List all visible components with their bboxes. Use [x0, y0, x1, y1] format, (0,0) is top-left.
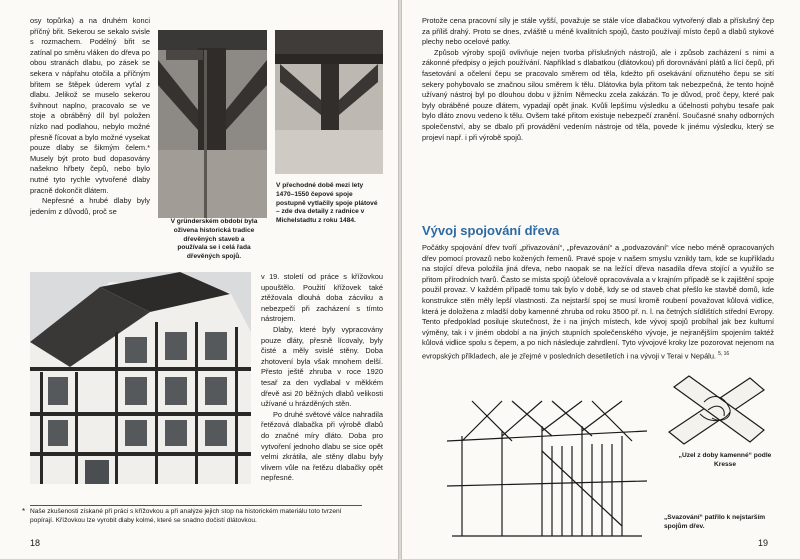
left-page	[0, 0, 398, 559]
illustration-rope-knot	[664, 372, 772, 450]
right-page	[402, 0, 800, 559]
photo-half-timbered-house	[30, 272, 251, 484]
footnote: Naše zkušenosti získané při práci s křížovkou a při analýze jejich stop na historickém materiálu toto tvrzení popírají. Křížovkou lze vyrobit dlaby kolmé, které se snadno dočistí dlátovkou.	[30, 505, 362, 525]
photo-timber-detail	[275, 30, 383, 174]
column-paragraph-2: Nepřesné a hrubé dlaby byly jedením z důvodů, proč se	[30, 196, 150, 216]
right-top-text	[422, 16, 774, 143]
right-paragraph-1: Protože cena pracovní síly je stále vyšší, považuje se stále více dlabačkou vytvořený dlab a příslušný čep za příliš drahý. Proto se dnes, zvláště u méně kvalitních spojů, často používají místo čepů a dlabů stykové plechy nebo ocelové patky.	[422, 16, 774, 47]
column-paragraph-1: osy topůrka) a na druhém konci příčný břit. Sekerou se sekalo svisle s rozmachem. Podélný břit se zatínal po směru vláken do dřeva po obou stranách dlabu, po zásek se sekera v nápřahu otočila a příčným břitem se štěpek úderem vyťal z dlabu. Jelikož se muselo sekerou švihnout naplno, pracovalo se ve stoje a obráběný díl byl položen nízko nad podlahou, nebylo možné přesně ľícovat a bylo možné vysekat pouze dlaby se šikmým čelem.* Musely být proto bud dopasovány našekno hřbety čepů, nebo bylo nutné tyto rychle vytvořené dlaby pracně dokončit dlátem.	[30, 16, 150, 195]
photo-timber-brace	[158, 30, 267, 218]
caption-rope-knot: „Uzel z doby kamenné“ podle Kresse	[678, 452, 772, 468]
caption-lashed-frame: „Svazování“ patřilo k nejstarším spojům dřev.	[664, 514, 766, 530]
right-paragraph-3	[422, 243, 774, 362]
page-number-left: 18	[30, 538, 41, 548]
page-number-right: 19	[758, 538, 769, 548]
footnote-mark: *	[22, 507, 26, 516]
left-lower-text	[261, 272, 383, 484]
section-heading: Vývoj spojování dřeva	[422, 223, 560, 238]
lower-paragraph-2: Dlaby, které byly vypracovány pouze dláty, přesně lícovaly, byly čisté a měly svislé stěny. Doba zhotovení byla však mnohem delší. Přesto ještě zhruba v roce 1920 tesař za den vydlabal v měkkém dřevě asi 20 běžných dlabů velikosti užívané u hrázděných stěn.	[261, 324, 383, 409]
illustration-lashed-frame	[442, 396, 652, 542]
lower-paragraph-1: v 19. století od práce s křížovkou upouštělo. Použití křížovek také ztěžovala dlouhá doba zácviku a nebezpečí při zacházení s tímto nástrojem.	[261, 272, 383, 324]
right-section-text	[422, 243, 774, 362]
caption-michelstadt: V přechodné době mezi lety 1470–1550 čepové spoje postupně vytlačily spoje plátové – zde dva detaily z radnice v Michelstadtu z roku 1484.	[276, 182, 378, 225]
footnote-ref: 5, 16	[718, 350, 730, 357]
left-column-text	[30, 16, 150, 217]
caption-gruender: V gründerském období byla oživena historická tradice dřevěných staveb a používala se i celá řada dřevěných spojů.	[170, 218, 258, 261]
right-paragraph-2: Způsob výroby spojů ovlivňuje nejen tvorba příslušných nástrojů, ale i způsob zacházení s nimi a zákonné předpisy o jejich používání. Například s dlabatkou (dlátovkou) při dorovnávání plátů a lící čepů, při fasetování a očelení čepu se pracovalo směrem od těla, kdežto při osekávání ořiznutého čepu se sití sekery pohybovalo se značnou silou směrem k tělu. Dlátovka byla přitom tak nebezpečná, že tento hojně užívaný nástroj byl po dlouhou dobu v jižním Německu zcela zakázán. To je důvod, proč čepy, které pak byly obráběné pouze dlátem, vypadají opět jinak. Kvůli lepšímu výsledku a účelnosti pohybu tesaře pak bylo dláto znovu vedeno k tělu. Ovšem také přitom existuje nebezpečí zranění. Současné snahy odborných společenství, aby se dbalo při provádění vedením nástroje od těla, povede k jinému výsledku, který se projeví např. i při výrobě spojů.	[422, 47, 774, 142]
right-paragraph-3-text: Počátky spojování dřev tvoří „přivazování“, „převazování“ a „podvazování“ více nebo méně opracovaných dřev pomocí provazů nebo kožených řemenů. Pravé spoje v našem smyslu vznikly tam, kde se kupříkladu na stojící dřeva položila jiná dřeva, nebo naopak se na ležící dřeva nasadila dřeva stojící a využilo se přitom přírodních tvarů. Často se místa spojů účelově opracovávala a v krajním případě se k zajištění spoje použil provaz. V každém případě tomu tak bylo v době, kdy se od staveb chat přešlo ke stavbě domů, kde konstrukce stěn měly lepší vlastnosti. Za nejstarší spoj se musí kromě roubení považovat kůlová vidlice, která je doložena z mladší doby kamenné zhruba od roku 3500 př. n. l. na četných sídlištích střední Evropy. Tento předpoklad posiluje skutečnost, že i na jiných místech, kde vývoj spojů probíhal jak bez kulturní výměny, tak i v jiném období a na jiných stupních společenského vývoje, je nejranějším spojením taktéž kůlová vidlice spolu s čepem, a po nich následuje zahrdlení. Tyto vývojové kroky lze pozorovat nejenom na evropských příkladech, ale je zřejmé v posledních desetiletích i na vývoji v Terai v Nepálu.	[422, 243, 774, 361]
lower-paragraph-3: Po druhé světové válce nahradila řetězová dlabačka při výrobě dlabů do značné míry dláto. Doba pro vytvoření jednoho dlabu se sice opět velmi zkrátila, ale stěny dlabu byly vlivem vůle na řetězu dlabačky opět nepřesné.	[261, 409, 383, 483]
